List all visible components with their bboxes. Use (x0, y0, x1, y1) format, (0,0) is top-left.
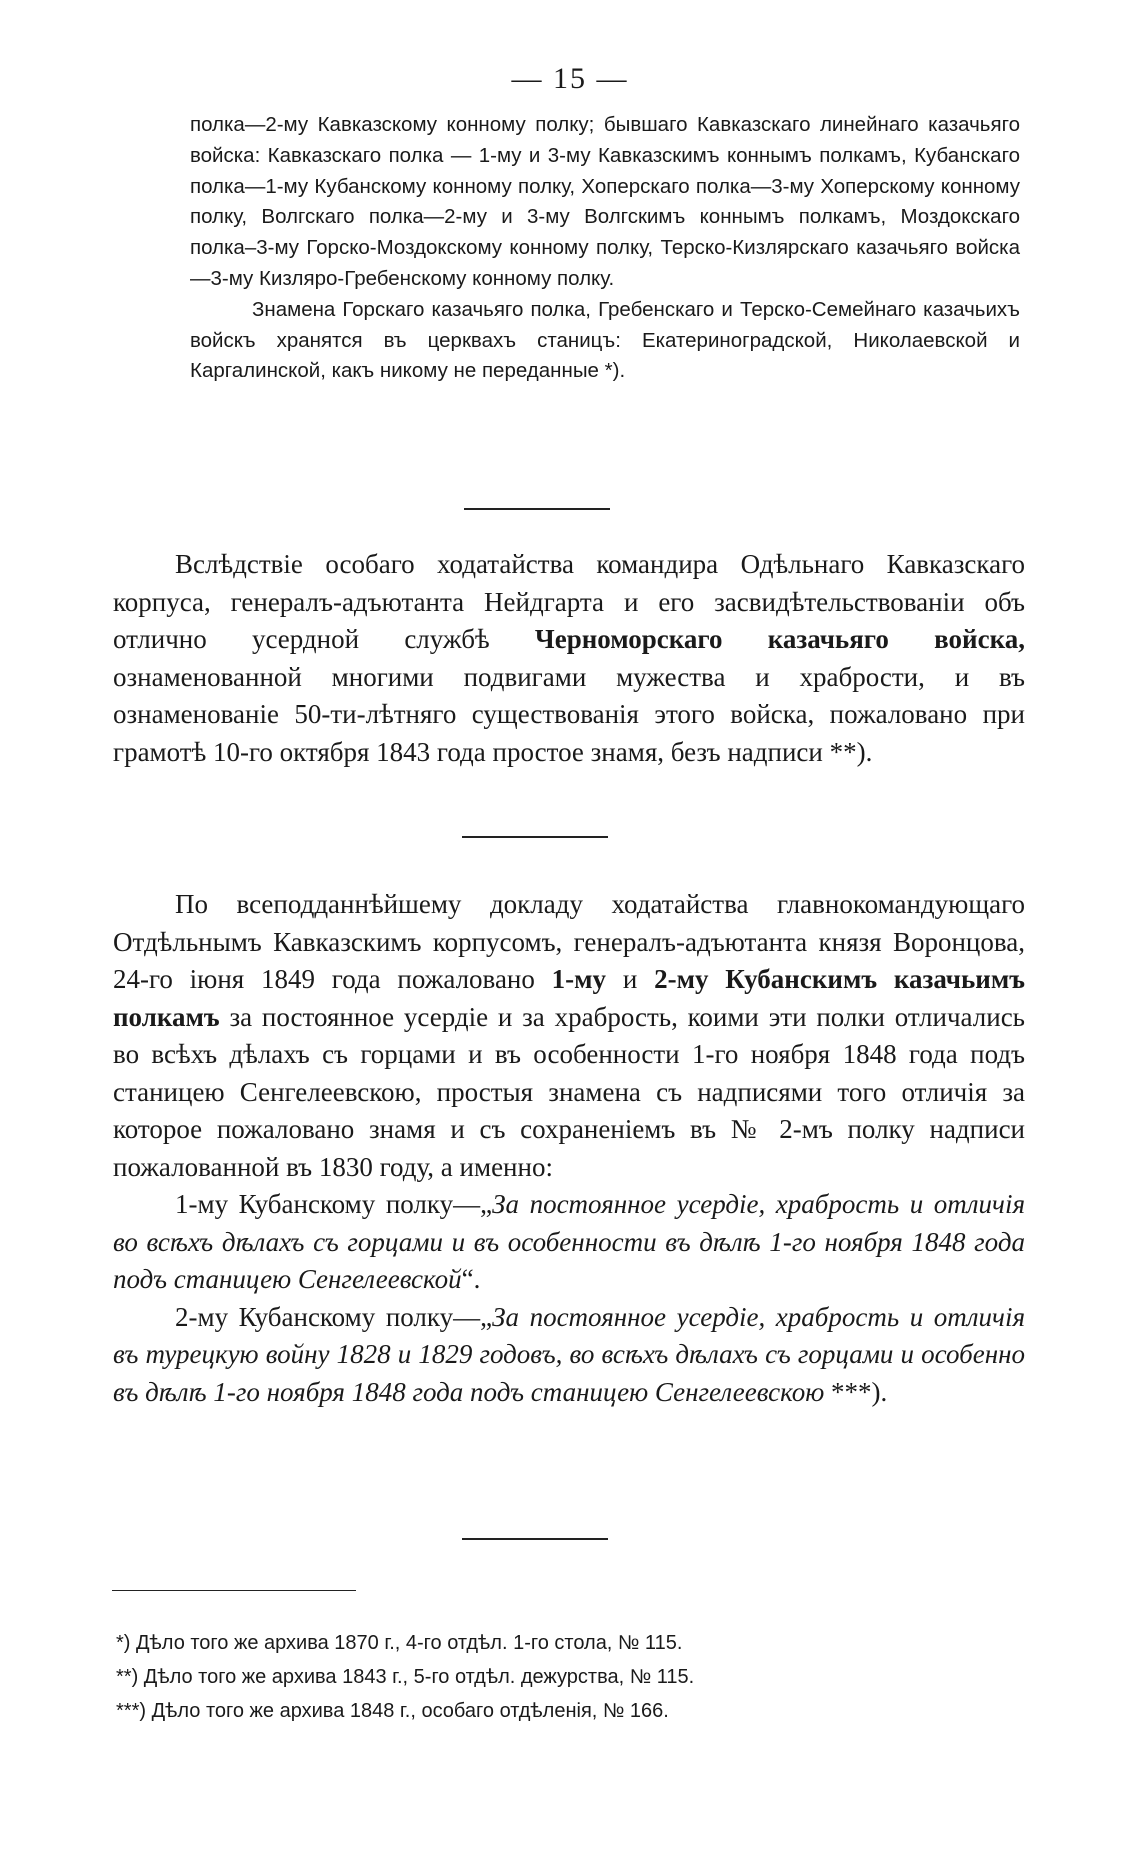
top-section (190, 110, 1020, 387)
text-span: По всеподданнѣйшему докладу ходатайства главнокомандующаго Отдѣльнымъ Кавказскимъ корпусомъ, генералъ-адъютанта князя Воронцова, 24-го іюня 1849 года пожаловано (113, 889, 1025, 994)
footnote-2: **) Дѣло того же архива 1843 г., 5-го отдѣл. дежурства, № 115. (116, 1666, 695, 1688)
paragraph-vorontsov (113, 886, 1025, 1186)
text-span: ***). (824, 1376, 888, 1407)
section-divider (462, 1538, 608, 1540)
bold-text: 1-му (551, 964, 607, 994)
bold-army-name: Черноморскаго казачьяго войска, (534, 624, 1025, 654)
section-divider (462, 836, 608, 838)
text-span: и (606, 964, 655, 994)
text-span: Вслѣдствіе особаго ходатайства командира Одѣльнаго Кавказскаго корпуса, генералъ-адъютанта Нейдгарта и его засвидѣтельствованіи объ отлично усердной службѣ (113, 549, 1025, 654)
paragraph-regiments: полка—2-му Кавказскому конному полку; бывшаго Кавказскаго линейнаго казачьяго войска: Кавказскаго полка — 1-му и 3-му Кавказскимъ коннымъ полкамъ, Кубанскаго полка—1-му Кубанскому конному полку, Хоперскаго полка—3-му Хоперскому конному полку, Волгскаго полка—2-му и 3-му Волгскимъ коннымъ полкамъ, Моздокскаго полка–3-му Горско-Моздокскому конному полку, Терско-Кизлярскаго казачьяго войска—3-му Кизляро-Гребенскому конному полку. (190, 113, 1020, 290)
footnote-rule (112, 1590, 356, 1591)
paragraph-banners: Знамена Горскаго казачьяго полка, Гребенскаго и Терско-Семейнаго казачьихъ войскъ хранятся въ церквахъ станицъ: Екатериноградской, Николаевской и Каргалинской, какъ никому не переданные *). (190, 297, 1020, 383)
italic-inscription: За постоянное усердіе, храбрость и отличія во всѣхъ дѣлахъ съ горцами и въ особенности въ дѣлѣ 1-го ноября 1848 года подъ станицею Сенгелеевской (113, 1189, 1025, 1294)
text-span: ознаменованной многими подвигами мужества и храбрости, и въ ознаменованіе 50-ти-лѣтняго существованія этого войска, пожаловано при грамотѣ 10-го октября 1843 года простое знамя, безъ надписи **). (113, 661, 1025, 767)
italic-inscription: За постоянное усердіе, храбрость и отличія въ турецкую войну 1828 и 1829 годовъ, во всѣхъ дѣлахъ съ горцами и особенно въ дѣлѣ 1-го ноября 1848 года подъ станицею Сенгелеевскою (113, 1301, 1025, 1407)
text-span: 1-му Кубанскому полку—„ (175, 1189, 493, 1219)
page-number: — 15 — (511, 62, 629, 95)
text-span: “. (461, 1264, 481, 1294)
text-span: за постоянное усердіе и за храбрость, коими эти полки отличались во всѣхъ дѣлахъ съ горцами и въ особенности 1-го ноября 1848 года подъ станицею Сенгелеевскою, простыя знамена съ надписями того отличія за которое пожаловано знамя и съ сохраненіемъ въ № 2-мъ полку надписи пожалованной въ 1830 году, а именно: (113, 1001, 1025, 1182)
text-span: 2-му Кубанскому полку—„ (175, 1301, 493, 1332)
footnotes (116, 1626, 996, 1728)
paragraph-black-sea (113, 546, 1025, 771)
footnote-3: ***) Дѣло того же архива 1848 г., особаго отдѣленія, № 166. (116, 1700, 669, 1722)
section-kuban-regiments (113, 886, 1025, 1411)
section-black-sea-cossacks (113, 546, 1025, 771)
bold-text: 2-му Кубанскимъ казачьимъ полкамъ (113, 964, 1025, 1032)
footnote-1: *) Дѣло того же архива 1870 г., 4-го отдѣл. 1-го стола, № 115. (116, 1632, 683, 1654)
paragraph-second-regiment (113, 1299, 1025, 1412)
paragraph-first-regiment (113, 1186, 1025, 1299)
section-divider (464, 508, 610, 510)
